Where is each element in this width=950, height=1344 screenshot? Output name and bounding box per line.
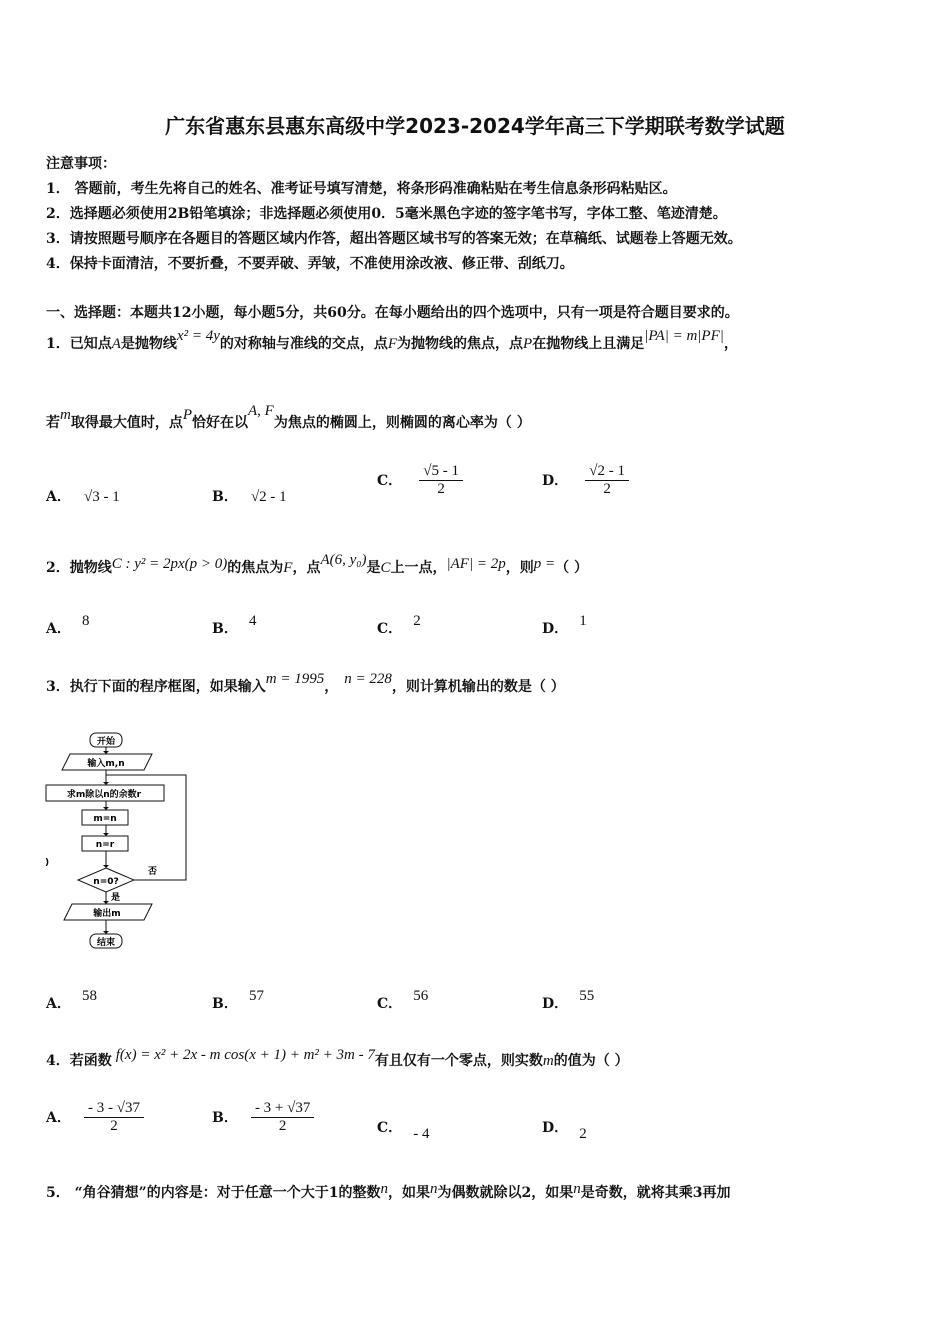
option-fraction	[84, 1100, 144, 1135]
q3-text: 3．执行下面的程序框图，如果输入	[46, 679, 266, 695]
q4-text: 有且仅有一个零点，则实数	[374, 1053, 543, 1069]
fraction-numerator: - 3 + √37	[251, 1100, 314, 1118]
q1-m: m	[60, 407, 71, 423]
q2-text: （ ）	[555, 560, 588, 576]
flowchart	[44, 728, 194, 953]
question-2	[46, 552, 588, 577]
flowchart-condition-label: n=0?	[93, 877, 119, 887]
q5-text: 为偶数就除以2，如果	[437, 1185, 574, 1201]
option-value: √3 - 1	[83, 489, 120, 505]
q3-n-input: n = 228	[344, 671, 392, 687]
option-value: 56	[413, 988, 429, 1004]
q4-text: 4．若函数	[46, 1053, 112, 1069]
q2-text: ，点	[292, 560, 321, 576]
q3-option-a[interactable]	[46, 985, 97, 1012]
q1-option-d[interactable]	[542, 463, 629, 498]
q1-text: 为抛物线的焦点，点	[397, 336, 524, 352]
question-3	[46, 671, 565, 696]
option-value: 1	[579, 613, 587, 629]
q1-option-b[interactable]	[212, 486, 287, 506]
q3-m-input: m = 1995	[265, 671, 325, 687]
q2-text: 是	[366, 560, 381, 576]
option-letter: C．	[377, 621, 403, 637]
option-letter: B．	[212, 1110, 238, 1126]
option-value: 57	[248, 988, 264, 1004]
q4-text: 的值为（ ）	[553, 1053, 629, 1069]
q5-n: n	[429, 1181, 438, 1197]
option-letter: B．	[212, 489, 238, 505]
fraction-numerator: √2 - 1	[585, 463, 629, 481]
option-letter: B．	[212, 996, 238, 1012]
q1-text: 为焦点的椭圆上，则椭圆的离心率为（ ）	[273, 415, 531, 431]
q2-text: 2．抛物线	[46, 560, 112, 576]
question-1-line-2	[46, 403, 531, 432]
q2-text: ，则	[505, 560, 534, 576]
q2-focus: F	[283, 560, 293, 576]
q5-n: n	[573, 1181, 581, 1197]
q4-option-d[interactable]	[542, 1120, 587, 1143]
question-4	[46, 1047, 629, 1070]
flowchart-end-label: 结束	[96, 938, 116, 948]
q1-text: 在抛物线上且满足	[532, 336, 645, 352]
notice-item-3: 3．请按照题号顺序在各题目的答题区域内作答，超出答题区域书写的答案无效；在草稿纸、试题卷上答题无效。	[46, 231, 742, 247]
q2-condition: |AF| = 2p	[446, 556, 506, 572]
option-fraction	[251, 1100, 314, 1135]
notice-item-4: 4．保持卡面清洁，不要折叠，不要弄破、弄皱，不准使用涂改液、修正带、刮纸刀。	[46, 256, 574, 272]
q3-option-d[interactable]	[542, 985, 595, 1012]
question-1-line-1	[46, 328, 738, 353]
q2-p-equals: p =	[533, 556, 556, 572]
notice-heading: 注意事项：	[46, 156, 116, 172]
q1-text: 取得最大值时，点	[70, 415, 183, 431]
q2-option-d[interactable]	[542, 610, 587, 637]
flowchart-input-label: 输入m,n	[87, 759, 125, 769]
notice-item-2: 2．选择题必须使用2B铅笔填涂；非选择题必须使用0．5毫米黑色字迹的签字笔书写，字体工整、笔迹清楚。	[46, 206, 727, 222]
option-value: 2	[579, 1126, 587, 1142]
q1-text: ，	[723, 336, 738, 352]
q1-foci: A, F	[248, 403, 274, 419]
option-letter: D．	[542, 621, 569, 637]
fraction-denominator: 2	[603, 481, 611, 497]
q3-text: ，则计算机输出的数是（ ）	[391, 679, 565, 695]
fraction-denominator: 2	[278, 1118, 287, 1134]
q1-condition: |PA| = m|PF|	[644, 328, 724, 344]
q2-point: A(6, y₀)	[320, 552, 367, 568]
option-value: 4	[248, 613, 257, 629]
q1-parabola: x² = 4y	[176, 328, 220, 344]
q4-option-a[interactable]	[46, 1100, 144, 1135]
q3-option-c[interactable]	[377, 985, 429, 1012]
q3-option-b[interactable]	[212, 985, 264, 1012]
option-value: √2 - 1	[250, 489, 287, 505]
flowchart-start-label: 开始	[96, 737, 116, 747]
q1-text: 1．已知点	[46, 336, 112, 352]
q2-curve: C	[380, 560, 391, 576]
option-letter: D．	[542, 1120, 569, 1136]
option-value: 8	[81, 613, 90, 629]
option-letter: D．	[542, 996, 569, 1012]
flowchart-remainder-label: 求m除以n的余数r	[66, 790, 142, 800]
q2-option-c[interactable]	[377, 610, 421, 637]
flowchart-output-label: 输出m	[93, 909, 121, 919]
question-5	[46, 1182, 730, 1202]
fraction-numerator: - 3 - √37	[84, 1100, 144, 1118]
option-letter: A．	[46, 1110, 71, 1126]
option-value: 2	[413, 613, 421, 629]
q5-text: 是奇数，就将其乘3再加	[580, 1185, 731, 1201]
q4-option-c[interactable]	[377, 1120, 430, 1143]
q2-option-a[interactable]	[46, 610, 90, 637]
section-heading: 一、选择题：本题共12小题，每小题5分，共60分。在每小题给出的四个选项中，只有一项是符合题目要求的。	[46, 305, 739, 321]
option-letter: C．	[377, 996, 403, 1012]
option-fraction	[419, 463, 463, 498]
q1-option-a[interactable]	[46, 486, 120, 506]
q1-option-c[interactable]	[377, 463, 463, 498]
q5-n: n	[380, 1181, 388, 1197]
q1-point-f: F	[387, 336, 398, 352]
q3-text: ，	[324, 679, 339, 695]
option-value: 55	[579, 988, 595, 1004]
option-letter: C．	[377, 1120, 403, 1136]
q1-text: 若	[46, 415, 60, 431]
option-letter: B．	[212, 621, 238, 637]
page-title: 广东省惠东县惠东高级中学2023-2024学年高三下学期联考数学试题	[165, 114, 785, 138]
option-value: 58	[81, 988, 97, 1004]
q4-function: f(x) = x² + 2x - m cos(x + 1) + m² + 3m - 7	[115, 1047, 375, 1063]
flowchart-no-label: 否	[148, 867, 158, 877]
fraction-denominator: 2	[437, 481, 445, 497]
q2-text: 的焦点为	[227, 560, 284, 576]
flowchart-yes-label: 是	[111, 893, 121, 903]
q1-text: 恰好在以	[192, 415, 249, 431]
option-letter: A．	[46, 621, 71, 637]
q2-equation: C : y² = 2px(p > 0)	[111, 556, 228, 572]
q1-point-a: A	[111, 336, 121, 352]
q1-text: 是抛物线	[120, 336, 177, 352]
flowchart-assign-m-label: m=n	[93, 814, 117, 824]
fraction-denominator: 2	[110, 1118, 118, 1134]
flowchart-assign-n-label: n=r	[95, 840, 115, 850]
q1-text: 的对称轴与准线的交点，点	[219, 336, 388, 352]
fraction-numerator: √5 - 1	[419, 463, 463, 481]
flowchart-stray-mark: )	[45, 858, 50, 868]
option-letter: A．	[46, 996, 71, 1012]
q5-text: 5． “角谷猜想”的内容是：对于任意一个大于1的整数	[46, 1185, 381, 1201]
option-fraction	[585, 463, 629, 498]
q5-text: ，如果	[387, 1185, 430, 1201]
option-letter: C．	[377, 473, 403, 489]
q2-option-b[interactable]	[212, 610, 257, 637]
option-value: - 4	[413, 1126, 430, 1142]
q1-point-p: P	[523, 336, 533, 352]
q4-m: m	[542, 1053, 554, 1069]
q2-text: 上一点，	[390, 560, 447, 576]
notice-item-1: 1． 答题前，考生先将自己的姓名、准考证号填写清楚，将条形码准确粘贴在考生信息条形码粘贴区。	[46, 181, 677, 197]
option-letter: D．	[542, 473, 569, 489]
q4-option-b[interactable]	[212, 1100, 314, 1135]
q1-point-p: P	[182, 407, 193, 423]
option-letter: A．	[46, 489, 71, 505]
